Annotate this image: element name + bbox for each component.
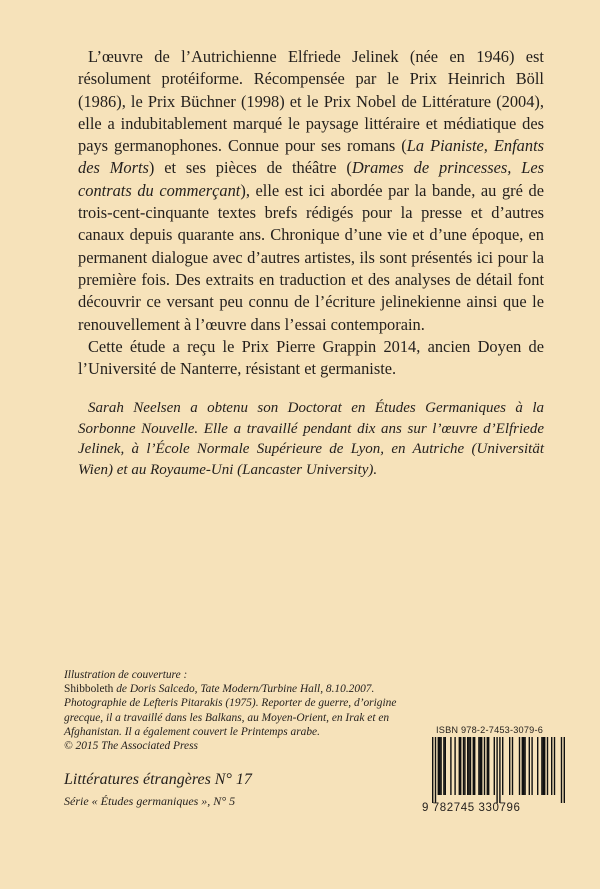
cover-credits <box>64 668 414 753</box>
barcode-bar <box>454 737 455 795</box>
barcode-bar <box>509 737 510 795</box>
barcode-bar <box>443 737 444 795</box>
barcode-bar <box>561 737 562 803</box>
barcode-bar <box>468 737 469 795</box>
barcode-bar <box>547 737 548 795</box>
barcode-bar <box>440 737 441 795</box>
barcode-bar <box>432 737 433 803</box>
barcode-bar <box>473 737 474 795</box>
subseries-name: Série « Études germaniques », N° 5 <box>64 794 236 808</box>
barcode-digits: 9 782745 330796 <box>422 802 521 814</box>
barcode-bar <box>519 737 520 795</box>
barcode-bar <box>523 737 524 795</box>
barcode-bar <box>460 737 461 795</box>
blurb-novel-titles: La Pianiste, Enfants des Morts <box>78 136 544 178</box>
credits-work <box>64 682 414 696</box>
blurb-paragraph-2: Cette étude a reçu le Prix Pierre Grappin 2014, ancien Doyen de l’Université de Nanterre, résistant et germaniste. <box>78 336 544 379</box>
barcode-bar <box>474 737 475 795</box>
barcode-bar <box>484 737 485 795</box>
collection-name: Littératures étrangères N° 17 <box>64 771 252 788</box>
barcode-bar <box>435 737 436 803</box>
barcode-bar <box>467 737 468 795</box>
barcode-bar <box>564 737 565 803</box>
credits-heading: Illustration de couverture : <box>64 669 188 681</box>
barcode-bar <box>524 737 525 795</box>
blurb-play-titles: Drames de princesses, Les contrats du commerçant <box>78 158 545 200</box>
barcode-bar <box>496 737 497 803</box>
barcode-bar <box>512 737 513 795</box>
back-cover-blurb <box>78 46 544 380</box>
barcode-bar <box>470 737 471 795</box>
barcode-bar <box>459 737 460 795</box>
barcode-bar <box>543 737 544 795</box>
blurb-text: ) et ses pièces de théâtre ( <box>148 158 352 178</box>
barcode-bar <box>450 737 451 795</box>
barcode-bar <box>522 737 523 795</box>
isbn-barcode <box>422 724 570 818</box>
barcode-bar <box>438 737 439 795</box>
barcode-bar <box>554 737 555 795</box>
work-title: Shibboleth <box>64 683 114 696</box>
barcode-bar <box>488 737 489 795</box>
barcode-bar <box>502 737 503 795</box>
barcode-bar <box>541 737 542 795</box>
author-bio: Sarah Neelsen a obtenu son Doctorat en Études Germaniques à la Sorbonne Nouvelle. Elle a travaillé pendant dix ans sur l’œuvre d’Elfriede Jelinek, à l’École Normale Supérieure de Lyon, en Autriche (Universität Wien) et au Royaume-Uni (Lancaster University). <box>78 400 544 478</box>
barcode-bar <box>499 737 500 803</box>
barcode-bar <box>551 737 552 795</box>
barcode-bar <box>480 737 481 795</box>
series-info <box>64 770 404 810</box>
barcode-bar <box>537 737 538 795</box>
barcode-bar <box>544 737 545 795</box>
barcode-bar <box>464 737 465 795</box>
blurb-text: L’œuvre de l’Autrichienne Elfriede Jelinek (née en 1946) est résolument protéiforme. Récompensée par le Prix Heinrich Böll (1986), le Prix Büchner (1998) et le Prix Nobel de Littérature (2004), elle a indubitablement marqué le paysage littéraire et médiatique des pays germanophones. Connue pour ses romans ( <box>78 47 544 156</box>
barcode-bar <box>463 737 464 795</box>
barcode-bar <box>445 737 446 795</box>
barcode-bars <box>422 737 570 803</box>
credits-copyright: © 2015 The Associated Press <box>64 740 198 753</box>
isbn-label: ISBN 978-2-7453-3079-6 <box>436 725 544 735</box>
barcode-bar <box>531 737 532 795</box>
work-details: de Doris Salcedo, Tate Modern/Turbine Hall, 8.10.2007. <box>113 683 375 696</box>
barcode-bar <box>481 737 482 795</box>
blurb-paragraph-1 <box>78 46 544 336</box>
barcode-bar <box>529 737 530 795</box>
barcode-bar <box>439 737 440 795</box>
barcode-bar <box>494 737 495 795</box>
barcode-bar <box>478 737 479 795</box>
barcode-bar <box>487 737 488 795</box>
credits-photo: Photographie de Lefteris Pitarakis (1975). Reporter de guerre, d’origine grecque, il a travaillé dans les Balkans, au Moyen-Orient, en Irak et en Afghanistan. Il a également couvert le Printemps arabe. <box>64 697 397 738</box>
blurb-text: ), elle est ici abordée par la bande, au gré de trois-cent-cinquante textes brefs rédigés pour la presse et d’autres canaux depuis quarante ans. Chronique d’une vie et d’une époque, en permanent dialogue avec d’autres artistes, ils sont présentés ici pour la première fois. Des extraits en traduction et des analyses de détail font découvrir ce versant peu connu de l’écriture jelinekienne ainsi que le renouvellement à l’œuvre dans l’essai contemporain. <box>78 180 544 334</box>
